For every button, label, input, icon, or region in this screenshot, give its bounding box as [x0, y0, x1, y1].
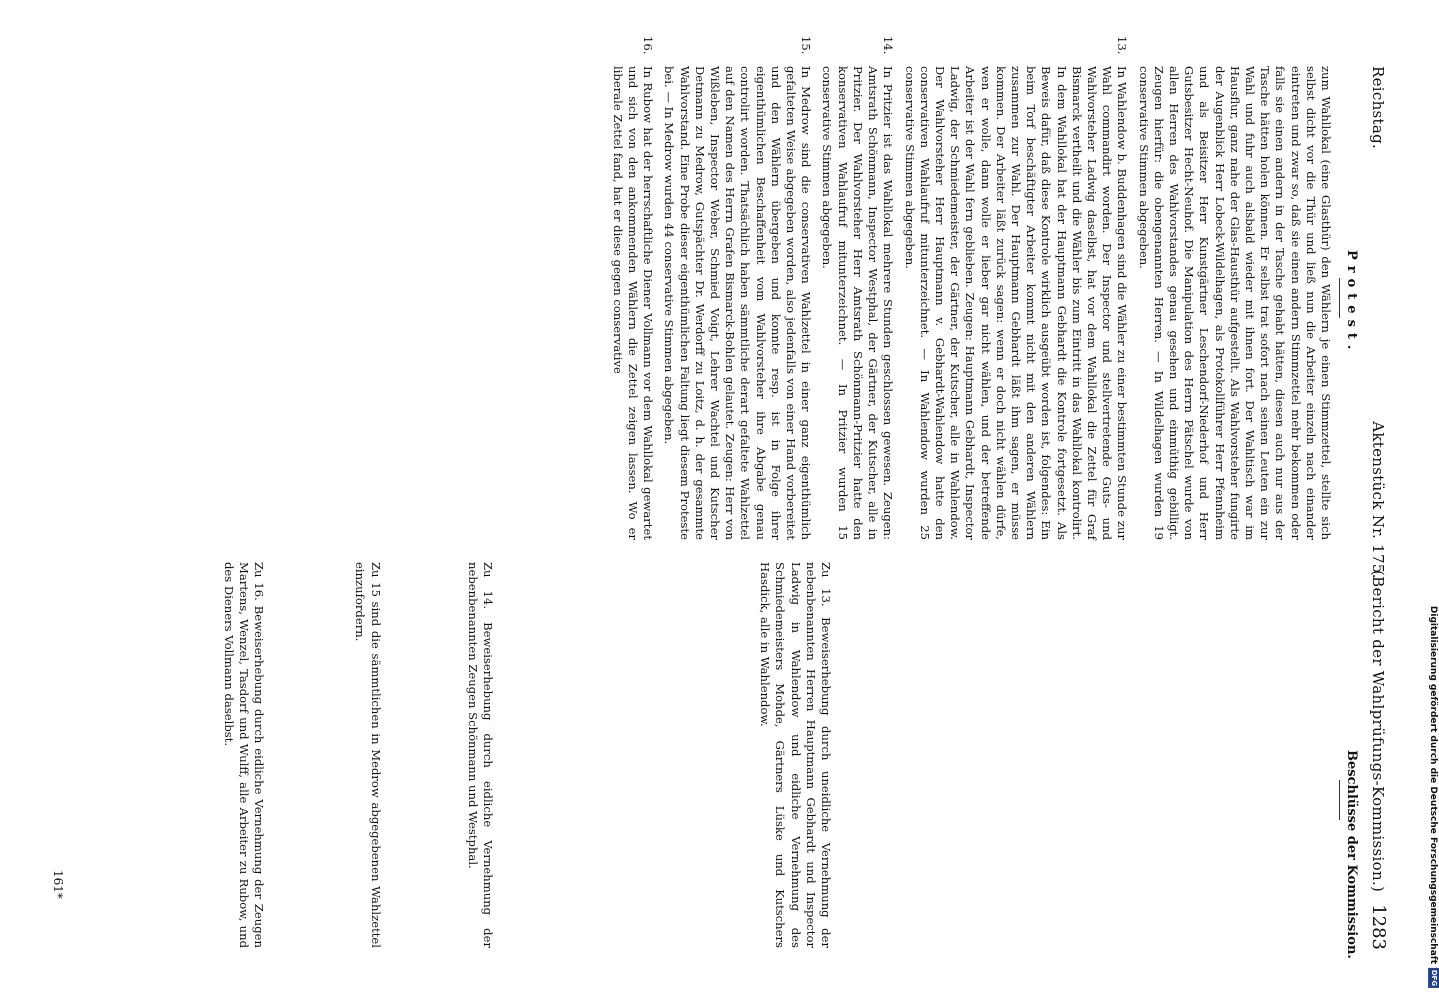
protest-column	[610, 36, 1333, 540]
protest-item-13	[901, 36, 1130, 540]
beschluesse-column	[221, 562, 1333, 948]
header-left: Reichstag.	[1369, 66, 1387, 150]
dfg-logo-icon: DFG	[1430, 969, 1438, 987]
protest-item-14	[819, 36, 896, 540]
protest-item-16	[610, 36, 656, 540]
heading-rule	[1339, 278, 1340, 318]
decision-15: Zu 15 sind die sämmtlichen in Medrow abgegebenen Wahlzettel einzufordern.	[353, 562, 383, 948]
header-title: Aktenstück Nr. 175.	[1369, 421, 1387, 579]
decision-13: Zu 13. Beweiserhebung durch uneidliche Vernehmung der nebenbenannten Herren Hauptmann Gebhardt und Inspector Ladwig in Wahlendow und eidliche Vernehmung des Schmiedemeisters Mohde, Gärtners Lüske und Kutschers Hasdick, alle in Wahlendow.	[758, 562, 833, 948]
document-page	[27, 10, 1407, 990]
item-number: 16.	[641, 36, 656, 55]
signature-mark: 161*	[51, 870, 65, 899]
heading-rule	[1339, 780, 1340, 820]
decision-14: Zu 14. Beweiserhebung durch eidliche Vernehmung der nebenbenannten Zeugen Schönmann und Westphal.	[465, 562, 495, 948]
decision-16: Zu 16. Beweiserhebung durch eidliche Vernehmung der Zeugen Martens, Wenzel, Tasdorf und Wulff, alle Arbeiter zu Rubow, und des Dieners Vollmann daselbst.	[221, 562, 267, 948]
header-subtitle: (Bericht der Wahlprüfungs-Kommission.)	[1369, 570, 1387, 893]
item-text: In Wahlendow b. Buddenhagen sind die Wähler zu einer bestimmten Stunde zur Wahl commandirt worden. Der Inspector und stellvertretende Guts- und Wahlvorsteher Ladwig daselbst, hat vor dem Wahllokal die Zettel für Graf Bismarck vertheilt und die Wähler bis zum Eintritt in das Wahllokal kontrolirt. In dem Wahllokal hat der Hauptmann Gebhardt die Kontrole fortgesetzt. Als Beweis dafür, daß diese Kontrole wirklich ausgeübt worden ist, folgendes: Ein beim Torf beschäftigter Arbeiter kommt nicht mit den anderen Wählern zusammen zur Wahl. Der Hauptmann Gebhardt läßt ihm sagen, er müsse kommen. Der Arbeiter läßt zurück sagen: wenn er doch nicht wählen dürfe, wen er wolle, dann wolle er lieber gar nicht wählen, und der betreffende Arbeiter ist der Wahl fern geblieben. Zeugen: Hauptmann Gebhardt, Inspector Ladwig, der Schmiedemeister, der Gärtner, der Kutscher, alle in Wahlendow. Der Wahlvorsteher Herr Hauptmann v. Gebhardt-Wahlendow hatte den conservativen Wahlaufruf mitunterzeichnet. — In Wahlendow wurden 25 conservative Stimmen abgegeben.	[902, 66, 1130, 540]
protest-intro: zum Wahllokal (eine Glasthür) den Wählern je einen Stimmzettel, stellte sich selbst dicht vor die Thür und ließ nun die Arbeiter einzeln nach einander eintreten und zwar so, daß sie einen andern Stimmzettel mehr bekommen oder falls sie einen andern in der Tasche gehabt hätten, diesen auch nur aus der Tasche hätten holen können. Er selbst trat sofort nach seinen Leuten ein zur Wahl und fuhr auch alsbald wieder mit ihnen fort. Der Wahltisch war im Hausflur, ganz nahe der Glas-Hausthür aufgestellt. Als Wahlvorsteher fungirte der Augenblick Herr Lobeck-Wildelhagen, als Protokollführer Herr Pfennheim und als Beisitzer Herr Kunstgärtner Leschendorf-Niederhof und Herr Gutsbesitzer Hecht-Neuhof. Die Manipulation des Herrn Pätschel wurde von allen Herren des Wahlvorstandes genau gesehen und einmüthig gebilligt. Zeugen hierfür: die obengenannten Herren. — In Wildelhagen wurden 19 conservative Stimmen abgegeben.	[1136, 66, 1333, 540]
item-text: In Medrow sind die conservativen Wahlzettel in einer ganz eigenthümlich gefalteten Weise abgegeben worden, also jedenfalls von einer Hand vorbereitet und den Wählern übergeben und konnte resp. ist in Folge ihrer eigenthümlichen Beschaffenheit vom Wahlvorsteher ihre Abgabe genau controlirt worden. Thatsächlich haben sämmtliche derart gefaltete Wahlzettel auf den Namen des Herrn Grafen Bismarck-Bohlen gelautet. Zeugen: Herr von Wißleben, Inspector Weber, Schmied Voigt, Lehrer Wachtel und Kutscher Detmann zu Medrow, Gutspächter Dr. Werdorff zu Loitz, d. h. der gesammte Wahlvorstand. Eine Probe dieser eigenthümlichen Faltung liegt diesem Proteste bei. — In Medrow wurden 44 conservative Stimmen abgegeben.	[662, 66, 814, 540]
footer-text: Digitalisierung gefördert durch die Deutsche Forschungsgemeinschaft	[1428, 605, 1439, 964]
item-text: In Rubow hat der herrschaftliche Diener Vollmann vor dem Wahllokal gewartet und sich von den ankommenden Wählern die Zettel zeigen lassen. Wo er liberale Zettel fand, hat er diese gegen conservative	[610, 66, 656, 540]
heading-protest: Protest.	[1344, 250, 1359, 356]
item-number: 13.	[1115, 36, 1130, 55]
protest-item-15	[661, 36, 814, 540]
page-number: 1283	[1368, 904, 1389, 950]
footer-credit	[1428, 606, 1439, 988]
item-number: 14.	[881, 36, 896, 55]
item-number: 15.	[799, 36, 814, 55]
heading-beschluesse: Beschlüsse der Kommission.	[1344, 750, 1359, 959]
item-text: In Pritzier ist das Wahllokal mehrere Stunden geschlossen gewesen. Zeugen: Amtsrath Schönmann, Inspector Westphal, der Gärtner, der Kutscher, alle in Pritzier. Der Wahlvorsteher Herr Amtsrath Schönmann-Pritzier hatte den konservativen Wahlaufruf mitunterzeichnet. — In Pritzier wurden 15 conservative Stimmen abgegeben.	[820, 66, 896, 540]
